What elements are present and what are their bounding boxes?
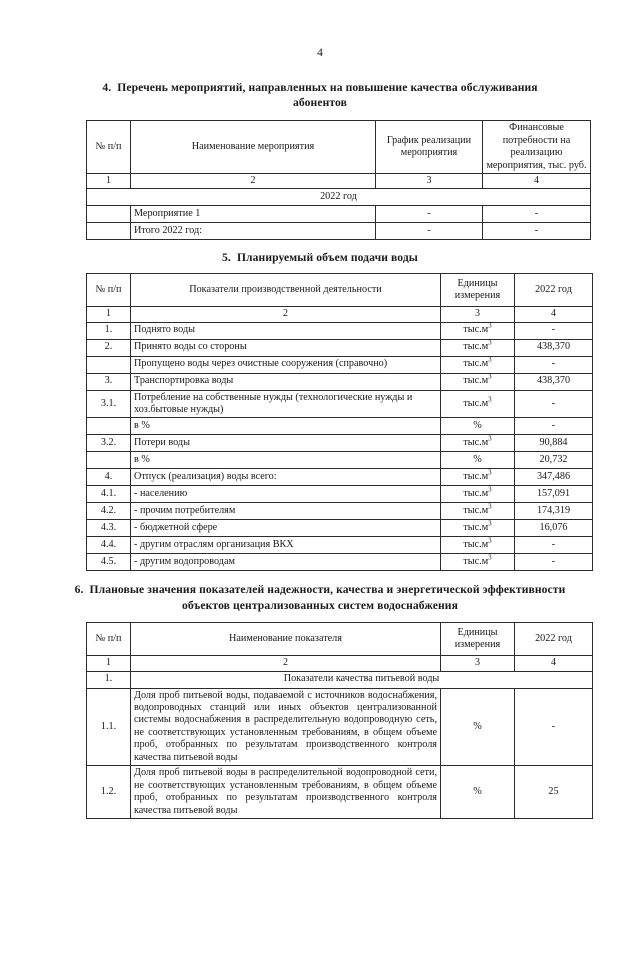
unit-exponent: 3 bbox=[488, 434, 492, 443]
row-unit: % bbox=[441, 418, 515, 435]
row-no: 4.5. bbox=[87, 554, 131, 571]
section-6-heading bbox=[0, 582, 640, 614]
row-indicator-name: - бюджетной сфере bbox=[131, 520, 441, 537]
row-no bbox=[87, 356, 131, 373]
unit-exponent: 3 bbox=[488, 502, 492, 511]
group-row-title: Показатели качества питьевой воды bbox=[131, 671, 593, 688]
unit-exponent: 3 bbox=[488, 553, 492, 562]
row-indicator-name: Доля проб питьевой воды в распределительной водопроводной сети, не соответствующих установленным требованиям, в общем объеме проб, отобранных по результатам производственного контроля качества питьевой воды bbox=[131, 766, 441, 819]
table-header-row bbox=[87, 121, 591, 174]
row-unit: $тыс.м^3$ bbox=[441, 373, 515, 390]
table-row bbox=[87, 356, 593, 373]
row-unit: % bbox=[441, 688, 515, 766]
section-4-title: Перечень мероприятий, направленных на повышение качества обслуживания абонентов bbox=[117, 80, 538, 110]
table-row bbox=[87, 537, 593, 554]
row-unit: $тыс.м^3$ bbox=[441, 435, 515, 452]
page-number: 4 bbox=[317, 47, 323, 59]
col-header-name: Показатели производственной деятельности bbox=[131, 274, 441, 307]
table-row bbox=[87, 418, 593, 435]
section-5-number: 5. bbox=[222, 251, 231, 265]
row-no: 4. bbox=[87, 469, 131, 486]
col-num-1: 1 bbox=[87, 174, 131, 189]
row-indicator-name: - другим отраслям организация ВКХ bbox=[131, 537, 441, 554]
table-row bbox=[87, 339, 593, 356]
col-header-no: № п/п bbox=[87, 121, 131, 174]
year-band-row bbox=[87, 189, 591, 206]
table-water-supply-volume bbox=[86, 273, 593, 571]
row-value: 25 bbox=[515, 766, 593, 819]
row-unit: $тыс.м^3$ bbox=[441, 356, 515, 373]
row-value: - bbox=[515, 390, 593, 418]
col-num-4: 4 bbox=[515, 656, 593, 671]
row-indicator-name: Доля проб питьевой воды, подаваемой с источников водоснабжения, водопроводных станций или иных объектов централизованной системы водоснабжения в распределительную водопроводную сеть, не соответствующих установленным требованиям, в общем объеме проб, отобранных по результатам производственного контроля качества питьевой воды bbox=[131, 688, 441, 766]
table-row bbox=[87, 503, 593, 520]
section-4-number: 4. bbox=[102, 80, 112, 94]
unit-exponent: 3 bbox=[488, 519, 492, 528]
col-header-finance: Финансовые потребности на реализацию мероприятия, тыс. руб. bbox=[483, 121, 591, 174]
row-indicator-name: Поднято воды bbox=[131, 322, 441, 339]
row-no: 3.1. bbox=[87, 390, 131, 418]
row-value: - bbox=[515, 537, 593, 554]
row-value: 20,732 bbox=[515, 452, 593, 469]
unit-exponent: 3 bbox=[488, 536, 492, 545]
col-header-no: № п/п bbox=[87, 623, 131, 656]
row-no: 2. bbox=[87, 339, 131, 356]
row-no: 4.4. bbox=[87, 537, 131, 554]
unit-exponent: 3 bbox=[488, 355, 492, 364]
row-value: 347,486 bbox=[515, 469, 593, 486]
row-indicator-name: - другим водопроводам bbox=[131, 554, 441, 571]
row-value: 90,884 bbox=[515, 435, 593, 452]
row-unit: $тыс.м^3$ bbox=[441, 390, 515, 418]
year-band-label: 2022 год bbox=[87, 189, 591, 206]
row-name: Итого 2022 год: bbox=[131, 223, 376, 240]
col-header-name: Наименование мероприятия bbox=[131, 121, 376, 174]
col-num-1: 1 bbox=[87, 307, 131, 322]
table-row bbox=[87, 322, 593, 339]
col-header-year: 2022 год bbox=[515, 623, 593, 656]
row-value: - bbox=[515, 688, 593, 766]
row-value: 16,076 bbox=[515, 520, 593, 537]
section-5-title: Планируемый объем подачи воды bbox=[236, 251, 418, 265]
row-indicator-name: Потери воды bbox=[131, 435, 441, 452]
table-row bbox=[87, 373, 593, 390]
row-value: - bbox=[515, 322, 593, 339]
unit-exponent: 3 bbox=[488, 372, 492, 381]
col-num-2: 2 bbox=[131, 174, 376, 189]
row-schedule: - bbox=[376, 206, 483, 223]
row-no bbox=[87, 452, 131, 469]
row-indicator-name: Транспортировка воды bbox=[131, 373, 441, 390]
row-no bbox=[87, 206, 131, 223]
col-num-3: 3 bbox=[441, 307, 515, 322]
row-unit: $тыс.м^3$ bbox=[441, 322, 515, 339]
table-row bbox=[87, 223, 591, 240]
col-num-3: 3 bbox=[376, 174, 483, 189]
table-activities bbox=[86, 120, 591, 240]
row-value: - bbox=[515, 356, 593, 373]
col-header-name: Наименование показателя bbox=[131, 623, 441, 656]
row-no: 4.1. bbox=[87, 486, 131, 503]
row-indicator-name: Отпуск (реализация) воды всего: bbox=[131, 469, 441, 486]
row-indicator-name: Принято воды со стороны bbox=[131, 339, 441, 356]
row-no: 3. bbox=[87, 373, 131, 390]
col-header-no: № п/п bbox=[87, 274, 131, 307]
col-num-2: 2 bbox=[131, 307, 441, 322]
table-row bbox=[87, 688, 593, 766]
section-4-heading bbox=[0, 80, 640, 112]
row-no: 1. bbox=[87, 322, 131, 339]
row-unit: $тыс.м^3$ bbox=[441, 537, 515, 554]
row-unit: $тыс.м^3$ bbox=[441, 469, 515, 486]
row-unit: $тыс.м^3$ bbox=[441, 554, 515, 571]
column-number-row bbox=[87, 174, 591, 189]
table-header-row bbox=[87, 623, 593, 656]
row-unit: $тыс.м^3$ bbox=[441, 339, 515, 356]
table-row bbox=[87, 452, 593, 469]
row-schedule: - bbox=[376, 223, 483, 240]
row-unit: $тыс.м^3$ bbox=[441, 503, 515, 520]
table-row bbox=[87, 766, 593, 819]
row-indicator-name: Пропущено воды через очистные сооружения (справочно) bbox=[131, 356, 441, 373]
row-indicator-name: в % bbox=[131, 452, 441, 469]
group-header-row bbox=[87, 671, 593, 688]
document-page bbox=[0, 48, 640, 953]
table-reliability-indicators bbox=[86, 622, 593, 819]
col-header-year: 2022 год bbox=[515, 274, 593, 307]
table-row bbox=[87, 390, 593, 418]
row-finance: - bbox=[483, 223, 591, 240]
row-indicator-name: Потребление на собственные нужды (технологические нужды и хоз.бытовые нужды) bbox=[131, 390, 441, 418]
col-header-schedule: График реализации мероприятия bbox=[376, 121, 483, 174]
row-indicator-name: в % bbox=[131, 418, 441, 435]
row-value: - bbox=[515, 418, 593, 435]
row-value: 157,091 bbox=[515, 486, 593, 503]
col-num-4: 4 bbox=[483, 174, 591, 189]
row-no: 4.3. bbox=[87, 520, 131, 537]
row-unit: $тыс.м^3$ bbox=[441, 486, 515, 503]
col-num-1: 1 bbox=[87, 656, 131, 671]
row-no: 1.1. bbox=[87, 688, 131, 766]
row-unit: % bbox=[441, 766, 515, 819]
col-num-4: 4 bbox=[515, 307, 593, 322]
unit-exponent: 3 bbox=[488, 485, 492, 494]
table-row bbox=[87, 435, 593, 452]
row-no bbox=[87, 223, 131, 240]
row-value: 438,370 bbox=[515, 373, 593, 390]
table-header-row bbox=[87, 274, 593, 307]
row-no: 4.2. bbox=[87, 503, 131, 520]
row-no: 3.2. bbox=[87, 435, 131, 452]
table-row bbox=[87, 486, 593, 503]
col-header-unit: Единицы измерения bbox=[441, 274, 515, 307]
section-5-heading bbox=[0, 250, 640, 266]
row-unit: $тыс.м^3$ bbox=[441, 520, 515, 537]
row-value: 438,370 bbox=[515, 339, 593, 356]
col-header-unit: Единицы измерения bbox=[441, 623, 515, 656]
table-row bbox=[87, 554, 593, 571]
column-number-row bbox=[87, 307, 593, 322]
group-row-no: 1. bbox=[87, 671, 131, 688]
unit-exponent: 3 bbox=[488, 395, 492, 404]
col-num-3: 3 bbox=[441, 656, 515, 671]
row-indicator-name: - прочим потребителям bbox=[131, 503, 441, 520]
row-value: 174,319 bbox=[515, 503, 593, 520]
section-6-title: Плановые значения показателей надежности, качества и энергетической эффективности объектов централизованных систем водоснабжения bbox=[89, 583, 566, 613]
row-unit: % bbox=[441, 452, 515, 469]
table-row bbox=[87, 206, 591, 223]
row-indicator-name: - населению bbox=[131, 486, 441, 503]
row-no: 1.2. bbox=[87, 766, 131, 819]
unit-exponent: 3 bbox=[488, 338, 492, 347]
col-num-2: 2 bbox=[131, 656, 441, 671]
table-row bbox=[87, 520, 593, 537]
row-finance: - bbox=[483, 206, 591, 223]
row-name: Мероприятие 1 bbox=[131, 206, 376, 223]
table-row bbox=[87, 469, 593, 486]
column-number-row bbox=[87, 656, 593, 671]
row-value: - bbox=[515, 554, 593, 571]
section-6-number: 6. bbox=[74, 583, 84, 597]
row-no bbox=[87, 418, 131, 435]
unit-exponent: 3 bbox=[488, 468, 492, 477]
unit-exponent: 3 bbox=[488, 321, 492, 330]
